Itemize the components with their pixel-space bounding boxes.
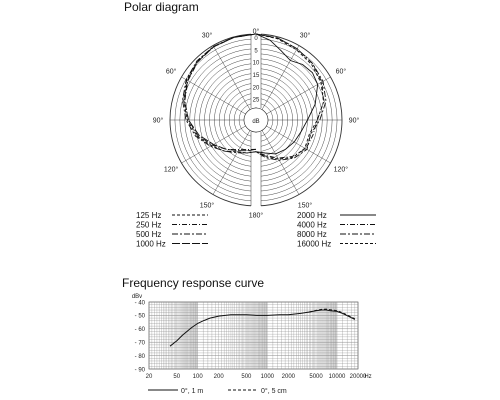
x-tick-label: 100 [192,374,203,380]
y-tick-label: - 50 [134,313,145,320]
x-tick-label: 50 [173,374,181,380]
y-tick-label: - 80 [134,353,145,360]
frequency-response-chart [0,275,500,400]
freq-plot-frame [149,302,358,369]
angle-label: 90° [348,117,360,125]
polar-label-strip [251,133,261,209]
angle-label: 120° [163,166,179,174]
y-tick-label: - 60 [134,327,145,334]
polar-series-line [185,34,256,150]
angle-label: 150° [199,202,215,210]
x-tick-label: 500 [241,374,252,380]
y-axis-label: dBv [131,294,143,300]
angle-label: 60° [335,68,347,76]
polar-series-line [256,34,324,159]
angle-label: 120° [333,166,349,174]
x-tick-label: 20 [145,374,153,380]
x-tick-label: 1000 [260,374,275,380]
legend-label: 125 Hz [136,211,162,220]
angle-label: 0° [252,28,260,36]
legend-label: 16000 Hz [297,239,332,249]
x-axis-label: Hz [364,374,372,380]
y-tick-label: - 40 [134,300,145,307]
radial-tick-label: 25 [252,97,260,104]
polar-diagram-title: Polar diagram [124,0,199,14]
radial-unit-label: dB [252,119,260,125]
x-tick-label: 20000 [349,374,367,380]
legend-label: 500 Hz [136,230,162,239]
angle-label: 30° [299,32,311,40]
legend-label: 2000 Hz [297,211,327,220]
angle-label: 30° [201,32,213,40]
radial-tick-label: 10 [252,60,260,67]
freq-legend-label: 0°, 1 m [181,388,204,395]
y-tick-label: - 90 [134,367,145,374]
legend-label: 1000 Hz [136,239,166,249]
x-tick-label: 2000 [281,374,296,380]
angle-label: 180° [248,212,264,220]
radial-tick-label: 15 [252,73,260,79]
radial-tick-label: 20 [252,85,260,92]
legend-label: 8000 Hz [297,230,327,239]
y-tick-label: - 70 [134,340,145,347]
x-tick-label: 5000 [309,374,323,380]
x-tick-label: 200 [213,374,224,380]
frequency-response-title: Frequency response curve [122,276,265,290]
polar-label-strip [251,33,261,107]
angle-label: 60° [165,68,177,76]
angle-label: 150° [297,202,313,210]
freq-legend-label: 0°, 5 cm [261,388,287,395]
x-tick-label: 10000 [328,374,346,380]
radial-tick-label: 5 [254,48,258,55]
legend-label: 250 Hz [136,220,162,230]
polar-series-line [183,34,260,153]
radial-tick-label: 0 [254,36,258,42]
angle-label: 90° [152,117,164,125]
legend-label: 4000 Hz [297,220,327,230]
